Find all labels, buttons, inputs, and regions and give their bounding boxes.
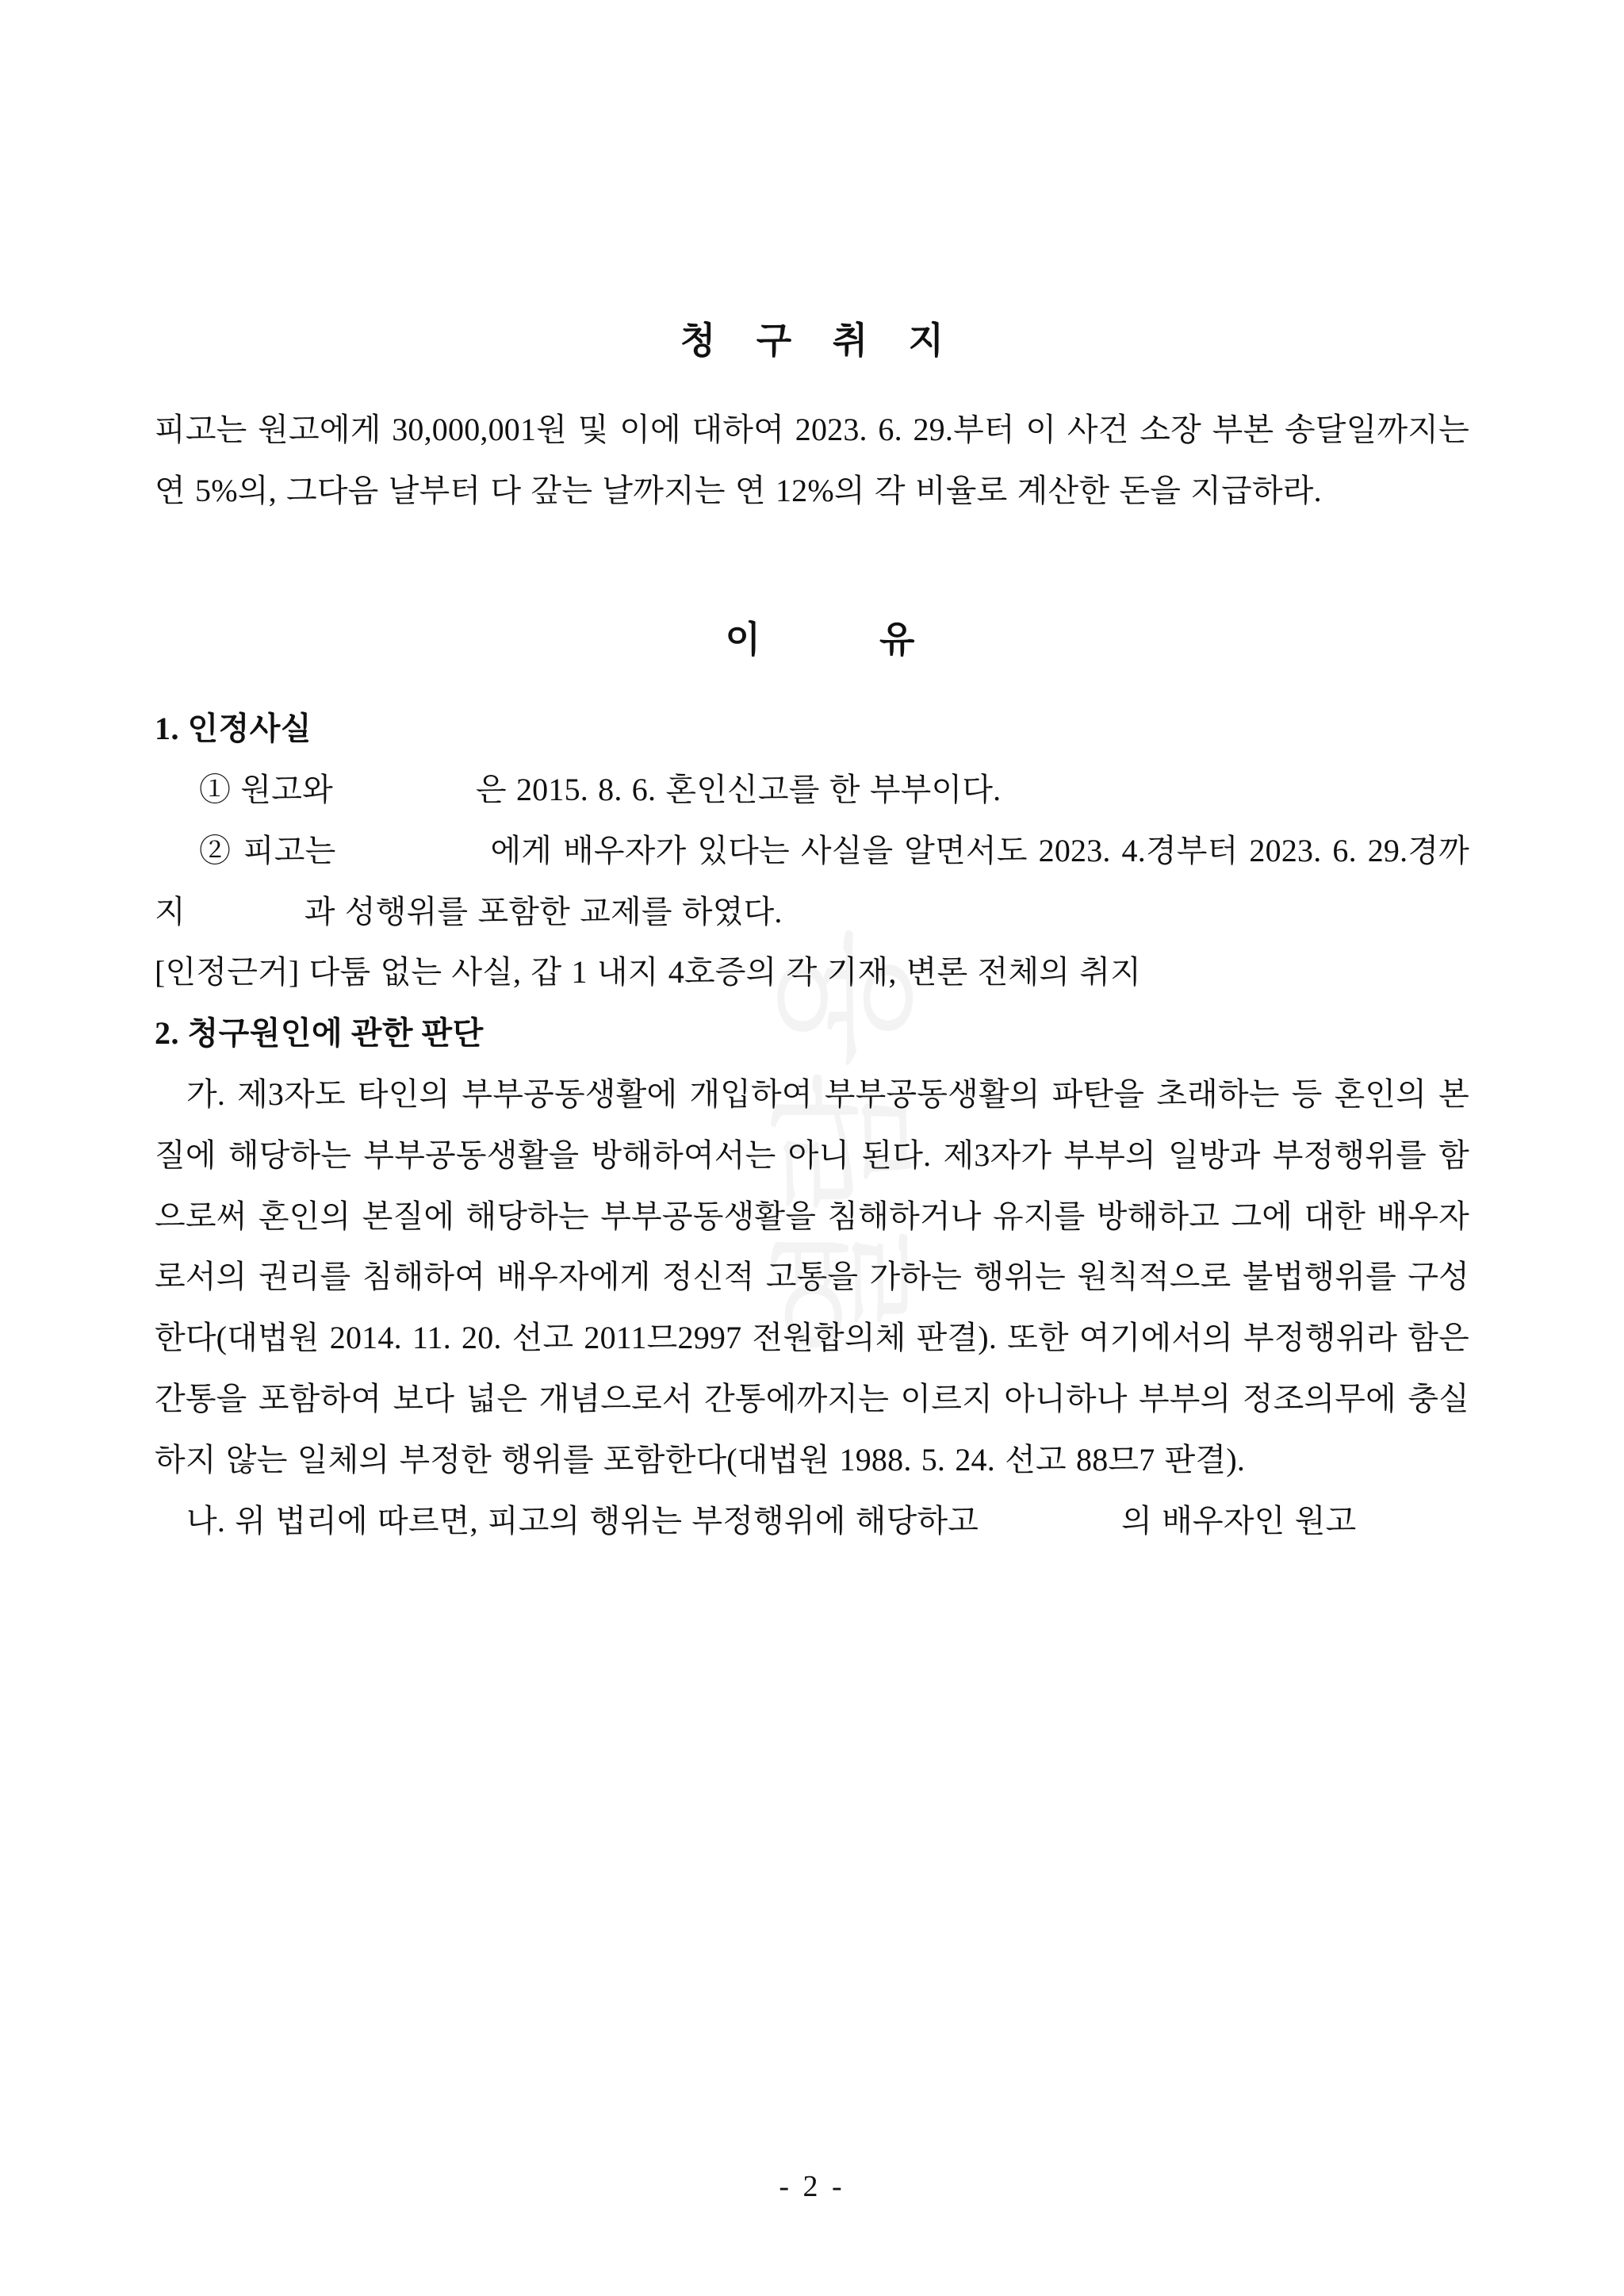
fact-bullet-1-text-after: 은 2015. 8. 6. 혼인신고를 한 부부이다. <box>475 771 1002 807</box>
top-spacer <box>155 0 1469 317</box>
claim-purpose-heading: 청 구 취 지 <box>680 320 960 361</box>
section-1-title: 1. 인정사실 <box>155 711 312 747</box>
reasons-heading <box>155 616 1469 664</box>
fact-bullet-1-marker: ① <box>199 771 232 807</box>
evidence-basis-line: [인정근거] 다툼 없는 사실, 갑 1 내지 4호증의 각 기재, 변론 전체의 취지 <box>155 954 1142 991</box>
spacer-after-claim <box>155 521 1469 616</box>
fact-bullet-1 <box>155 760 1469 821</box>
fact-bullet-2-marker: ② <box>199 832 232 868</box>
reasons-heading-part-2: 유 <box>879 619 915 661</box>
paragraph-na <box>155 1491 1469 1552</box>
paragraph-ga: 가. 제3자도 타인의 부부공동생활에 개입하여 부부공동생활의 파탄을 초래하는 등 혼인의 본질에 해당하는 부부공동생활을 방해하여서는 아니 된다. 제3자가 부부의 일방과 부정행위를 함으로써 혼인의 본질에 해당하는 부부공동생활을 침해하거나 유지를 방해하고 그에 대한 배우자로서의 권리를 침해하여 배우자에게 정신적 고통을 가하는 행위는 원칙적으로 불법행위를 구성한다(대법원 2014. 11. 20. 선고 2011므2997 전원합의체 판결). 또한 여기에서의 부정행위라 함은 간통을 포함하여 보다 넓은 개념으로서 간통에까지는 이르지 아니하나 부부의 정조의무에 충실하지 않는 일체의 부정한 행위를 포함한다(대법원 1988. 5. 24. 선고 88므7 판결). <box>155 1075 1469 1478</box>
paragraph-na-text-after: 의 배우자인 원고 <box>1121 1502 1357 1539</box>
fact-bullet-2-text-after-2: 과 성행위를 포함한 교제를 하였다. <box>304 893 783 930</box>
reasons-heading-part-1: 이 <box>725 619 760 661</box>
fact-bullet-2-text-after: 에게 배우자가 있다는 사실을 알면서도 2023. 4.경부터 2023. 6. 29.경까지 <box>155 832 1470 930</box>
fact-bullet-2 <box>155 821 1469 943</box>
section-2-title: 2. 청구원인에 관한 판단 <box>155 1015 484 1052</box>
claim-purpose-paragraph: 피고는 원고에게 30,000,001원 및 이에 대하여 2023. 6. 29.부터 이 사건 소장 부본 송달일까지는 연 5%의, 그다음 날부터 다 갚는 날까지는 연 12%의 각 비율로 계산한 돈을 지급하라. <box>155 411 1469 508</box>
paragraph-na-text-before: 나. 위 법리에 따르면, 피고의 행위는 부정행위에 해당하고 <box>186 1502 979 1539</box>
page-number: - 2 - <box>779 2170 845 2203</box>
fact-bullet-1-text-before: 원고와 <box>240 771 333 807</box>
fact-bullet-2-text-before: 피고는 <box>243 832 336 868</box>
